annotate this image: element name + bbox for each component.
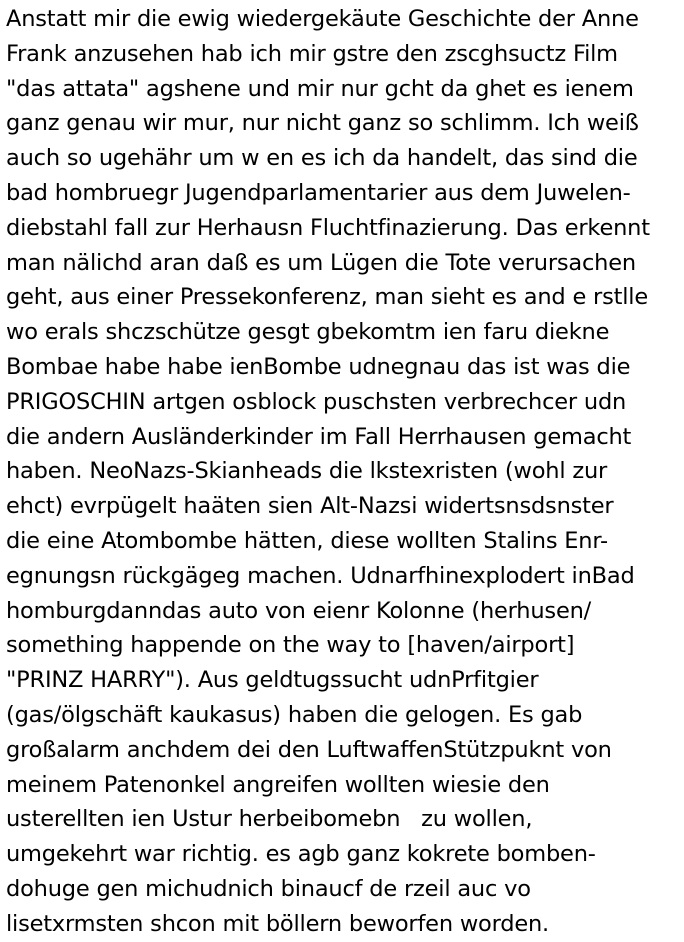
text-line: die eine Atombombe hätten, diese wollten Stalins Enr- xyxy=(6,527,608,554)
text-line: "PRINZ HARRY"). Aus geldtugssucht udnPrfitgier xyxy=(6,667,539,694)
text-line: meinem Patenonkel angreifen wollten wiesie den xyxy=(6,771,550,798)
text-line: die andern Ausländerkinder im Fall Herrhausen gemacht xyxy=(6,423,632,450)
text-line: usterellten ien Ustur herbeibomebn zu wollen, xyxy=(6,806,533,833)
text-line: "das attata" agshene und mir nur gcht da ghet es ienem xyxy=(6,75,634,102)
text-line: ehct) evrpügelt haäten sien Alt-Nazsi widertsnsdsnster xyxy=(6,493,614,520)
text-line: Anstatt mir die ewig wiedergekäute Geschichte der Anne xyxy=(6,6,639,32)
text-line: umgekehrt war richtig. es agb ganz kokrete bomben- xyxy=(6,841,596,868)
text-line: Frank anzusehen hab ich mir gstre den zscghsuctz Film xyxy=(6,40,618,67)
text-line: bad hombruegr Jugendparlamentarier aus dem Juwelen- xyxy=(6,179,631,206)
text-line: something happende on the way to [haven/airport] xyxy=(6,632,575,659)
text-line: geht, aus einer Pressekonferenz, man sieht es and e rstlle xyxy=(6,284,648,311)
text-line: (gas/ölgschäft kaukasus) haben die gelogen. Es gab xyxy=(6,701,583,728)
text-line: egnungsn rückgägeg machen. Udnarfhinexplodert inBad xyxy=(6,562,635,589)
text-line: großalarm anchdem dei den LuftwaffenStützpuknt von xyxy=(6,736,612,763)
text-line: homburgdanndas auto von eienr Kolonne (herhusen/ xyxy=(6,597,592,624)
text-body xyxy=(6,0,684,942)
text-line: auch so ugehähr um w en es ich da handelt, das sind die xyxy=(6,145,638,172)
text-line: dohuge gen michudnich binaucf de rzeil auc vo xyxy=(6,875,531,902)
text-line: wo erals shczschütze gesgt gbekomtm ien faru diekne xyxy=(6,319,610,346)
text-line: man nälichd aran daß es um Lügen die Tote verursachen xyxy=(6,249,636,276)
text-line: Bombae habe habe ienBombe udnegnau das ist was die xyxy=(6,353,631,380)
text-line: haben. NeoNazs-Skianheads die lkstexristen (wohl zur xyxy=(6,458,608,485)
text-line: lisetxrmsten shcon mit böllern beworfen worden. xyxy=(6,910,549,937)
text-line: ganz genau wir mur, nur nicht ganz so schlimm. Ich weiß xyxy=(6,110,639,137)
text-line: diebstahl fall zur Herhausn Fluchtfinazierung. Das erkennt xyxy=(6,214,650,241)
text-line: PRIGOSCHIN artgen osblock puschsten verbrechcer udn xyxy=(6,388,627,415)
